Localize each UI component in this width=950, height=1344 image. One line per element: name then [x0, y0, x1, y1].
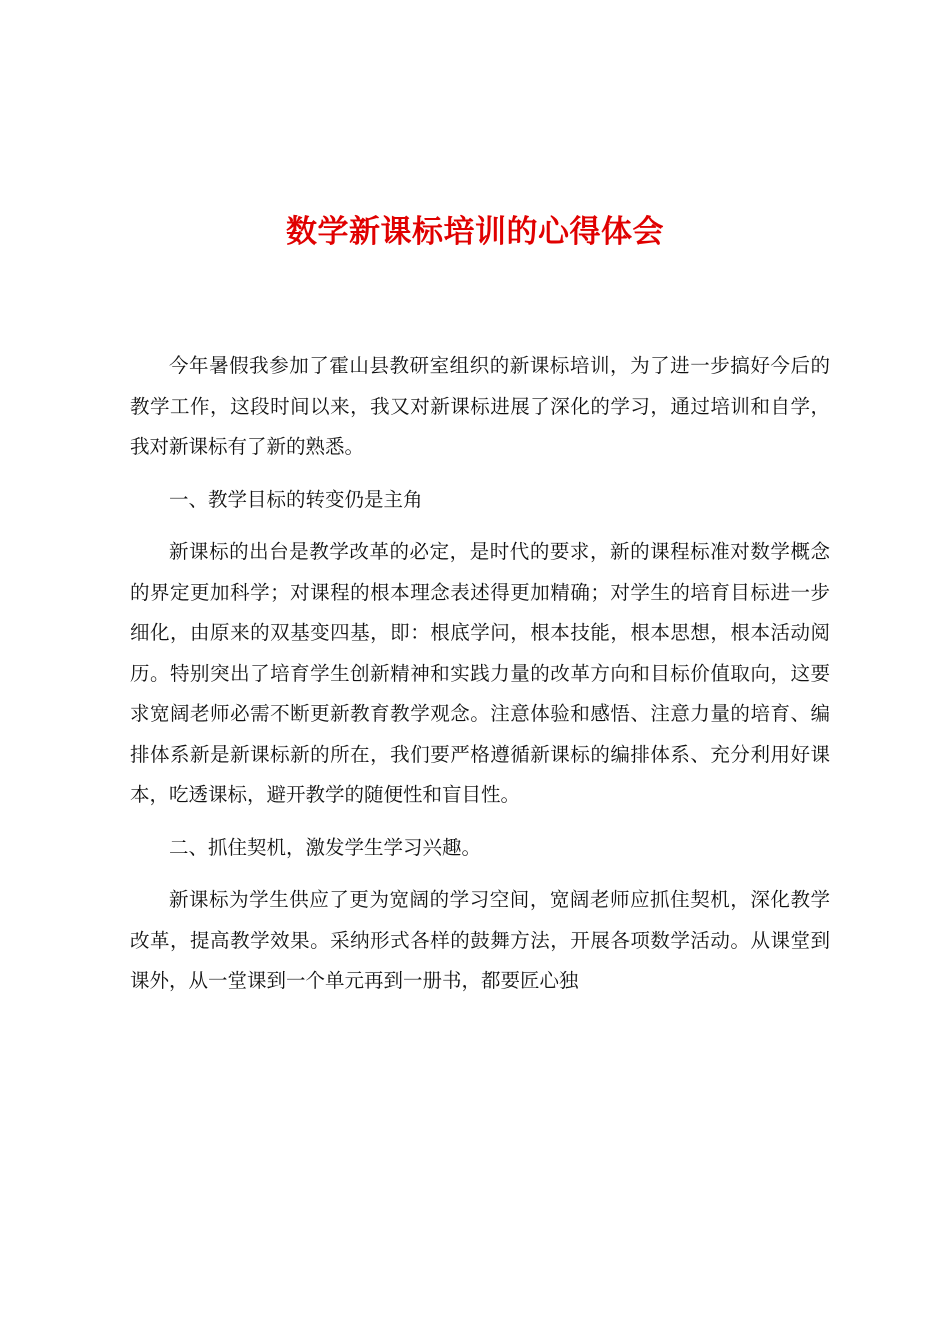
section-heading-1: 一、教学目标的转变仍是主角	[169, 487, 423, 511]
document-body	[130, 346, 830, 1014]
paragraph-intro: 今年暑假我参加了霍山县教研室组织的新课标培训，为了进一步搞好今后的教学工作，这段时间以来，我又对新课标进展了深化的学习，通过培训和自学，我对新课标有了新的熟悉。	[130, 354, 830, 458]
paragraph-section-2: 新课标为学生供应了更为宽阔的学习空间，宽阔老师应抓住契机，深化教学改革，提高教学效果。采纳形式各样的鼓舞方法，开展各项数学活动。从课堂到课外，从一堂课到一个单元再到一册书，都要匠心独	[130, 888, 830, 992]
section-heading-2: 二、抓住契机，激发学生学习兴趣。	[169, 835, 482, 859]
paragraph-section-1: 新课标的出台是教学改革的必定，是时代的要求，新的课程标准对数学概念的界定更加科学；对课程的根本理念表述得更加精确；对学生的培育目标进一步细化，由原来的双基变四基，即：根底学问，根本技能，根本思想，根本活动阅历。特别突出了培育学生创新精神和实践力量的改革方向和目标价值取向，这要求宽阔老师必需不断更新教育教学观念。注意体验和感悟、注意力量的培育、编排体系新是新课标新的所在，我们要严格遵循新课标的编排体系、充分利用好课本，吃透课标，避开教学的随便性和盲目性。	[130, 540, 830, 806]
document-title: 数学新课标培训的心得体会	[286, 214, 664, 250]
